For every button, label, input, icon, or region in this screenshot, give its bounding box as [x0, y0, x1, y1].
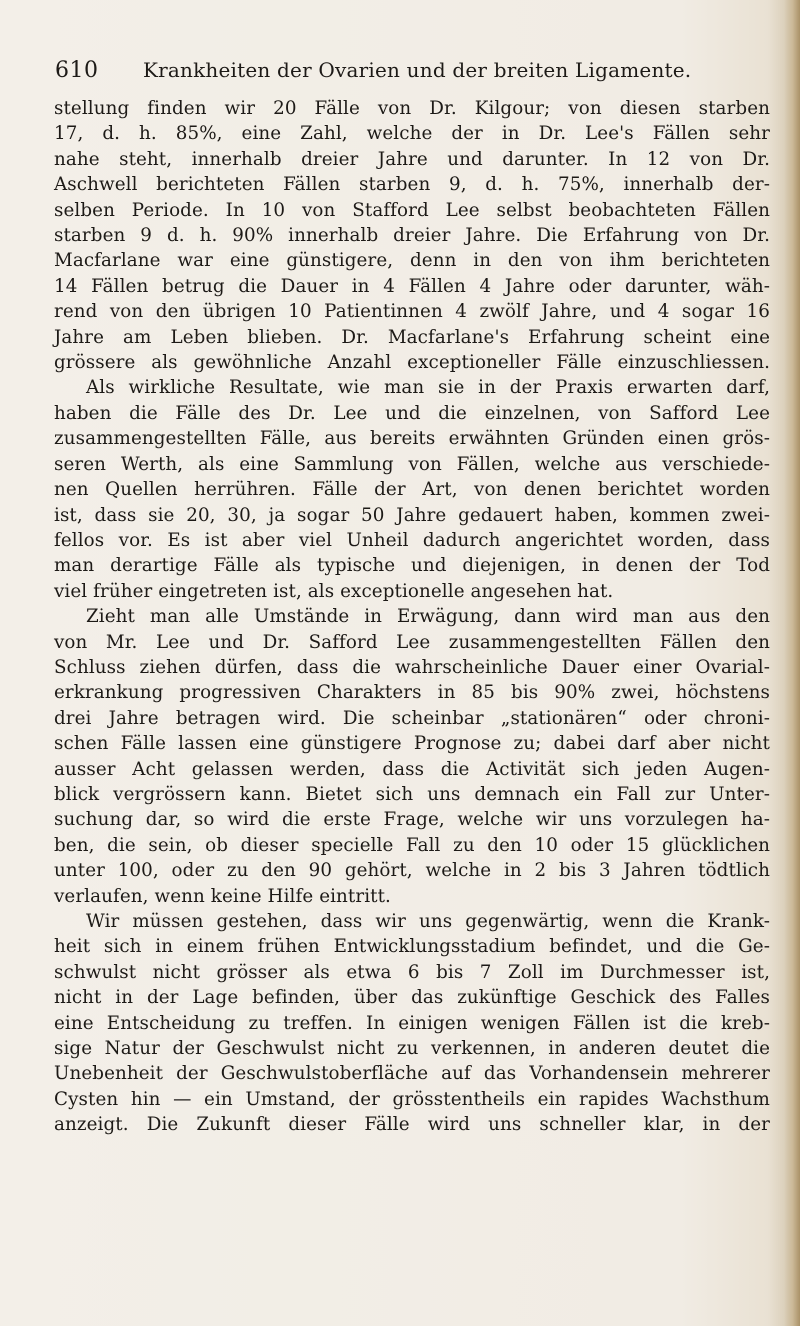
- text-line: eine Entscheidung zu treffen. In einigen wenigen Fällen ist die kreb-: [54, 1012, 770, 1034]
- text-line: Cysten hin — ein Umstand, der grösstentheils ein rapides Wachsthum: [54, 1088, 770, 1110]
- text-line: seren Werth, als eine Sammlung von Fällen, welche aus verschiede-: [54, 453, 770, 475]
- text-line: schwulst nicht grösser als etwa 6 bis 7 Zoll im Durchmesser ist,: [54, 961, 770, 983]
- text-line: blick vergrössern kann. Bietet sich uns demnach ein Fall zur Unter-: [54, 783, 770, 805]
- text-line: von Mr. Lee und Dr. Safford Lee zusammengestellten Fällen den: [54, 631, 770, 653]
- running-title: Krankheiten der Ovarien und der breiten Ligamente.: [143, 58, 692, 82]
- text-line: unter 100, oder zu den 90 gehört, welche in 2 bis 3 Jahren tödtlich: [54, 860, 770, 882]
- text-line: Jahre am Leben blieben. Dr. Macfarlane's Erfahrung scheint eine: [54, 326, 770, 348]
- text-line: Macfarlane war eine günstigere, denn in den von ihm berichteten: [54, 250, 770, 272]
- text-line: Aschwell berichteten Fällen starben 9, d. h. 75%, innerhalb der-: [54, 174, 770, 196]
- text-line: stellung finden wir 20 Fälle von Dr. Kilgour; von diesen starben: [54, 98, 770, 119]
- text-line: zusammengestellten Fälle, aus bereits erwähnten Gründen einen grös-: [54, 428, 770, 450]
- text-line: ben, die sein, ob dieser specielle Fall zu den 10 oder 15 glücklichen: [54, 834, 770, 856]
- text-line: ist, dass sie 20, 30, ja sogar 50 Jahre gedauert haben, kommen zwei-: [54, 504, 770, 526]
- text-line: 17, d. h. 85%, eine Zahl, welche der in Dr. Lee's Fällen sehr: [54, 123, 770, 145]
- text-line: Schluss ziehen dürfen, dass die wahrscheinliche Dauer einer Ovarial-: [54, 656, 770, 678]
- text-line: 14 Fällen betrug die Dauer in 4 Fällen 4 Jahre oder darunter, wäh-: [54, 275, 770, 297]
- text-line: sige Natur der Geschwulst nicht zu verkennen, in anderen deutet die: [54, 1038, 770, 1060]
- text-line: viel früher eingetreten ist, als exceptionelle angesehen hat.: [54, 580, 614, 602]
- text-line: selben Periode. In 10 von Stafford Lee selbst beobachteten Fällen: [54, 199, 770, 221]
- text-line: grössere als gewöhnliche Anzahl exceptioneller Fälle einzuschliessen.: [54, 352, 770, 374]
- text-line: Zieht man alle Umstände in Erwägung, dann wird man aus den: [86, 606, 770, 628]
- text-line: drei Jahre betragen wird. Die scheinbar „stationären“ oder chroni-: [54, 707, 770, 729]
- text-line: nen Quellen herrühren. Fälle der Art, von denen berichtet worden: [54, 479, 770, 501]
- page-number: 610: [55, 58, 99, 83]
- text-line: schen Fälle lassen eine günstigere Prognose zu; dabei darf aber nicht: [54, 733, 770, 755]
- text-line: starben 9 d. h. 90% innerhalb dreier Jahre. Die Erfahrung von Dr.: [54, 225, 770, 247]
- page-edge-shadow: [784, 0, 800, 1326]
- text-line: ausser Acht gelassen werden, dass die Activität sich jeden Augen-: [54, 758, 770, 780]
- text-line: erkrankung progressiven Charakters in 85 bis 90% zwei, höchstens: [54, 682, 770, 704]
- text-line: fellos vor. Es ist aber viel Unheil dadurch angerichtet worden, dass: [54, 529, 770, 551]
- text-line: nahe steht, innerhalb dreier Jahre und darunter. In 12 von Dr.: [54, 148, 770, 170]
- text-line: haben die Fälle des Dr. Lee und die einzelnen, von Safford Lee: [54, 402, 770, 424]
- page-header: [55, 58, 755, 88]
- text-line: Unebenheit der Geschwulstoberfläche auf das Vorhandensein mehrerer: [54, 1063, 770, 1085]
- text-line: man derartige Fälle als typische und diejenigen, in denen der Tod: [54, 555, 770, 577]
- body-text: [54, 96, 770, 1138]
- text-line: rend von den übrigen 10 Patientinnen 4 zwölf Jahre, und 4 sogar 16: [54, 301, 770, 323]
- text-line: verlaufen, wenn keine Hilfe eintritt.: [54, 885, 391, 907]
- text-line: Wir müssen gestehen, dass wir uns gegenwärtig, wenn die Krank-: [86, 911, 770, 932]
- text-line: Als wirkliche Resultate, wie man sie in der Praxis erwarten darf,: [86, 377, 770, 399]
- text-line: heit sich in einem frühen Entwicklungsstadium befindet, und die Ge-: [54, 936, 770, 958]
- text-line: anzeigt. Die Zukunft dieser Fälle wird uns schneller klar, in der: [54, 1114, 770, 1136]
- text-line: nicht in der Lage befinden, über das zukünftige Geschick des Falles: [54, 987, 770, 1009]
- text-line: suchung dar, so wird die erste Frage, welche wir uns vorzulegen ha-: [54, 809, 770, 831]
